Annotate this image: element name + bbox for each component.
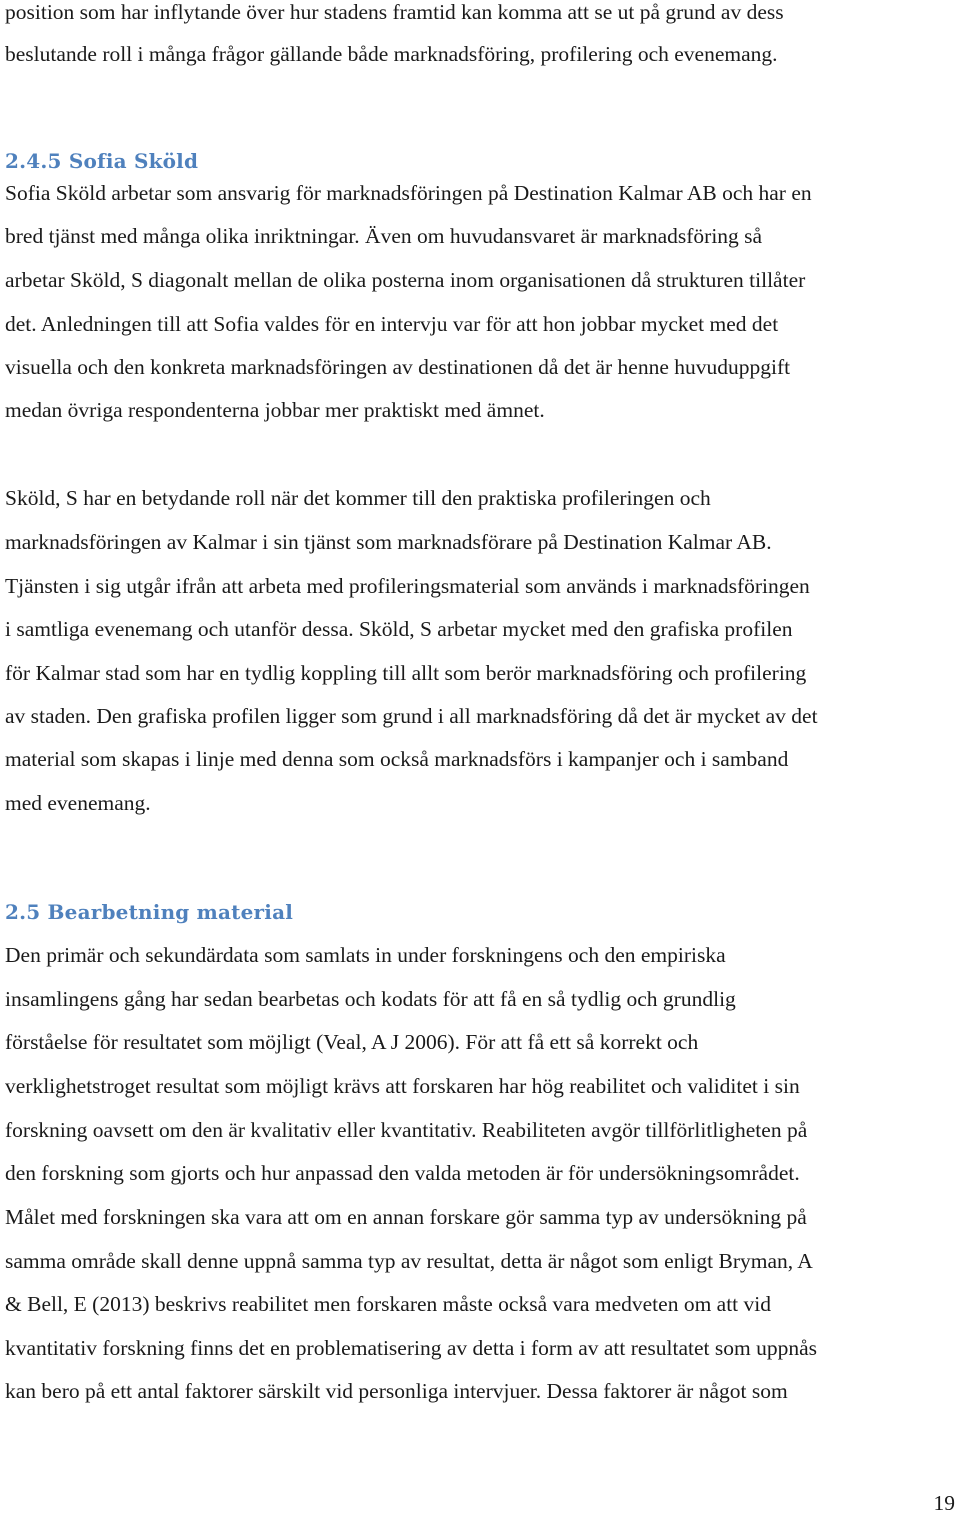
text-line: medan övriga respondenterna jobbar mer praktiskt med ämnet.	[5, 398, 545, 422]
text-line: visuella och den konkreta marknadsföringen av destinationen då det är henne huvuduppgift	[5, 355, 791, 379]
section-heading-bearbetning-material: 2.5 Bearbetning material	[5, 900, 294, 924]
text-line: & Bell, E (2013) beskrivs reabilitet men forskaren måste också vara medveten om att vid	[5, 1292, 772, 1316]
text-line: förståelse för resultatet som möjligt (Veal, A J 2006). För att få ett så korrekt och	[5, 1030, 699, 1054]
section-heading-sofia-skold: 2.4.5 Sofia Sköld	[5, 149, 199, 173]
text-line: arbetar Sköld, S diagonalt mellan de olika posterna inom organisationen då strukturen tillåter	[5, 268, 806, 292]
page-number: 19	[933, 1491, 955, 1515]
text-line: material som skapas i linje med denna som också marknadsförs i kampanjer och i samband	[5, 747, 789, 771]
text-line: Sköld, S har en betydande roll när det kommer till den praktiska profileringen och	[5, 486, 711, 510]
text-line: kan bero på ett antal faktorer särskilt vid personliga intervjuer. Dessa faktorer är något som	[5, 1379, 788, 1403]
text-line: i samtliga evenemang och utanför dessa. Sköld, S arbetar mycket med den grafiska profilen	[5, 617, 793, 641]
text-line: bred tjänst med många olika inriktningar. Även om huvudansvaret är marknadsföring så	[5, 224, 763, 248]
text-line: forskning oavsett om den är kvalitativ eller kvantitativ. Reabiliteten avgör tillförlitligheten på	[5, 1118, 808, 1142]
text-line: Den primär och sekundärdata som samlats in under forskningens och den empiriska	[5, 943, 726, 967]
text-line: verklighetstroget resultat som möjligt krävs att forskaren har hög reabilitet och validitet i sin	[5, 1074, 800, 1098]
text-line: med evenemang.	[5, 791, 151, 815]
text-line: marknadsföringen av Kalmar i sin tjänst som marknadsförare på Destination Kalmar AB.	[5, 530, 772, 554]
text-line: Målet med forskningen ska vara att om en annan forskare gör samma typ av undersökning på	[5, 1205, 807, 1229]
text-line: av staden. Den grafiska profilen ligger som grund i all marknadsföring då det är mycket av det	[5, 704, 818, 728]
text-line: Tjänsten i sig utgår ifrån att arbeta med profileringsmaterial som används i marknadsföringen	[5, 574, 810, 598]
text-line: det. Anledningen till att Sofia valdes för en intervju var för att hon jobbar mycket med det	[5, 312, 779, 336]
text-line: för Kalmar stad som har en tydlig koppling till allt som berör marknadsföring och profilering	[5, 661, 807, 685]
text-line: den forskning som gjorts och hur anpassad den valda metoden är för undersökningsområdet.	[5, 1161, 800, 1185]
text-line: beslutande roll i många frågor gällande både marknadsföring, profilering och evenemang.	[5, 42, 778, 66]
text-line: kvantitativ forskning finns det en problematisering av detta i form av att resultatet som uppnås	[5, 1336, 818, 1360]
text-line: Sofia Sköld arbetar som ansvarig för marknadsföringen på Destination Kalmar AB och har en	[5, 181, 812, 205]
text-line: insamlingens gång har sedan bearbetas och kodats för att få en så tydlig och grundlig	[5, 987, 736, 1011]
text-line: samma område skall denne uppnå samma typ av resultat, detta är något som enligt Bryman, A	[5, 1249, 813, 1273]
text-line: position som har inflytande över hur stadens framtid kan komma att se ut på grund av dess	[5, 0, 784, 24]
